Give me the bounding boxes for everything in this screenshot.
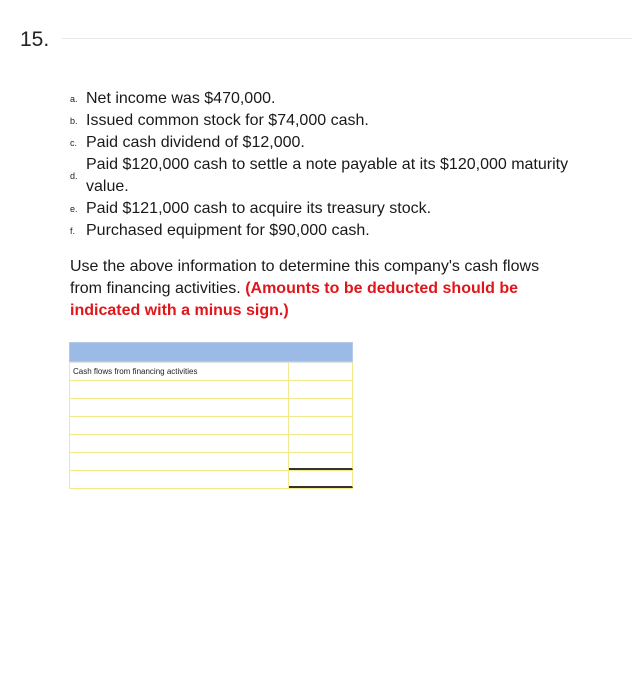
table-header: [69, 342, 353, 362]
item-letter: a.: [70, 94, 78, 104]
row-value-input[interactable]: [289, 399, 353, 416]
cash-flow-table: [69, 342, 353, 489]
row-value-input[interactable]: [289, 381, 353, 398]
item-text: Issued common stock for $74,000 cash.: [86, 112, 369, 129]
item-text: Net income was $470,000.: [86, 90, 276, 107]
row-label-input[interactable]: [69, 435, 289, 452]
item-text: Paid $121,000 cash to acquire its treasury stock.: [86, 200, 432, 217]
item-letter: d.: [70, 171, 78, 181]
total-label-input[interactable]: [69, 471, 289, 488]
row-label-input[interactable]: [69, 381, 289, 398]
list-item: [70, 198, 570, 220]
table-row: [69, 417, 353, 435]
row-label-input[interactable]: [69, 453, 289, 470]
list-item: [70, 154, 570, 198]
item-letter: f.: [70, 226, 76, 236]
item-text: Paid $120,000 cash to settle a note payable at its $120,000 maturity value.: [86, 156, 569, 195]
item-letter: c.: [70, 138, 78, 148]
instructions-main: Use the above information to determine this company's cash flows from financing activities.: [70, 258, 540, 297]
row-label-input[interactable]: [69, 399, 289, 416]
row-value-input[interactable]: [289, 417, 353, 434]
list-item: [70, 132, 570, 154]
table-row: [69, 399, 353, 417]
divider: [62, 38, 632, 39]
total-value-input[interactable]: [289, 471, 353, 488]
table-row: [69, 362, 353, 381]
instructions-emphasis: (Amounts to be deducted should be indicated with a minus sign.): [70, 280, 519, 319]
list-item: [70, 220, 570, 242]
row-value: [289, 363, 353, 380]
row-value-input[interactable]: [289, 453, 353, 470]
item-letter: b.: [70, 116, 78, 126]
transaction-list: [70, 88, 570, 242]
table-row: [69, 453, 353, 471]
table-row: [69, 381, 353, 399]
item-text: Purchased equipment for $90,000 cash.: [86, 222, 370, 239]
list-item: [70, 88, 570, 110]
item-letter: e.: [70, 204, 78, 214]
item-text: Paid cash dividend of $12,000.: [86, 134, 305, 151]
row-value-input[interactable]: [289, 435, 353, 452]
table-row: [69, 471, 353, 489]
instructions: [70, 256, 570, 322]
row-label: Cash flows from financing activities: [69, 363, 289, 380]
question-number: 15.: [20, 28, 50, 51]
row-label-input[interactable]: [69, 417, 289, 434]
list-item: [70, 110, 570, 132]
table-row: [69, 435, 353, 453]
